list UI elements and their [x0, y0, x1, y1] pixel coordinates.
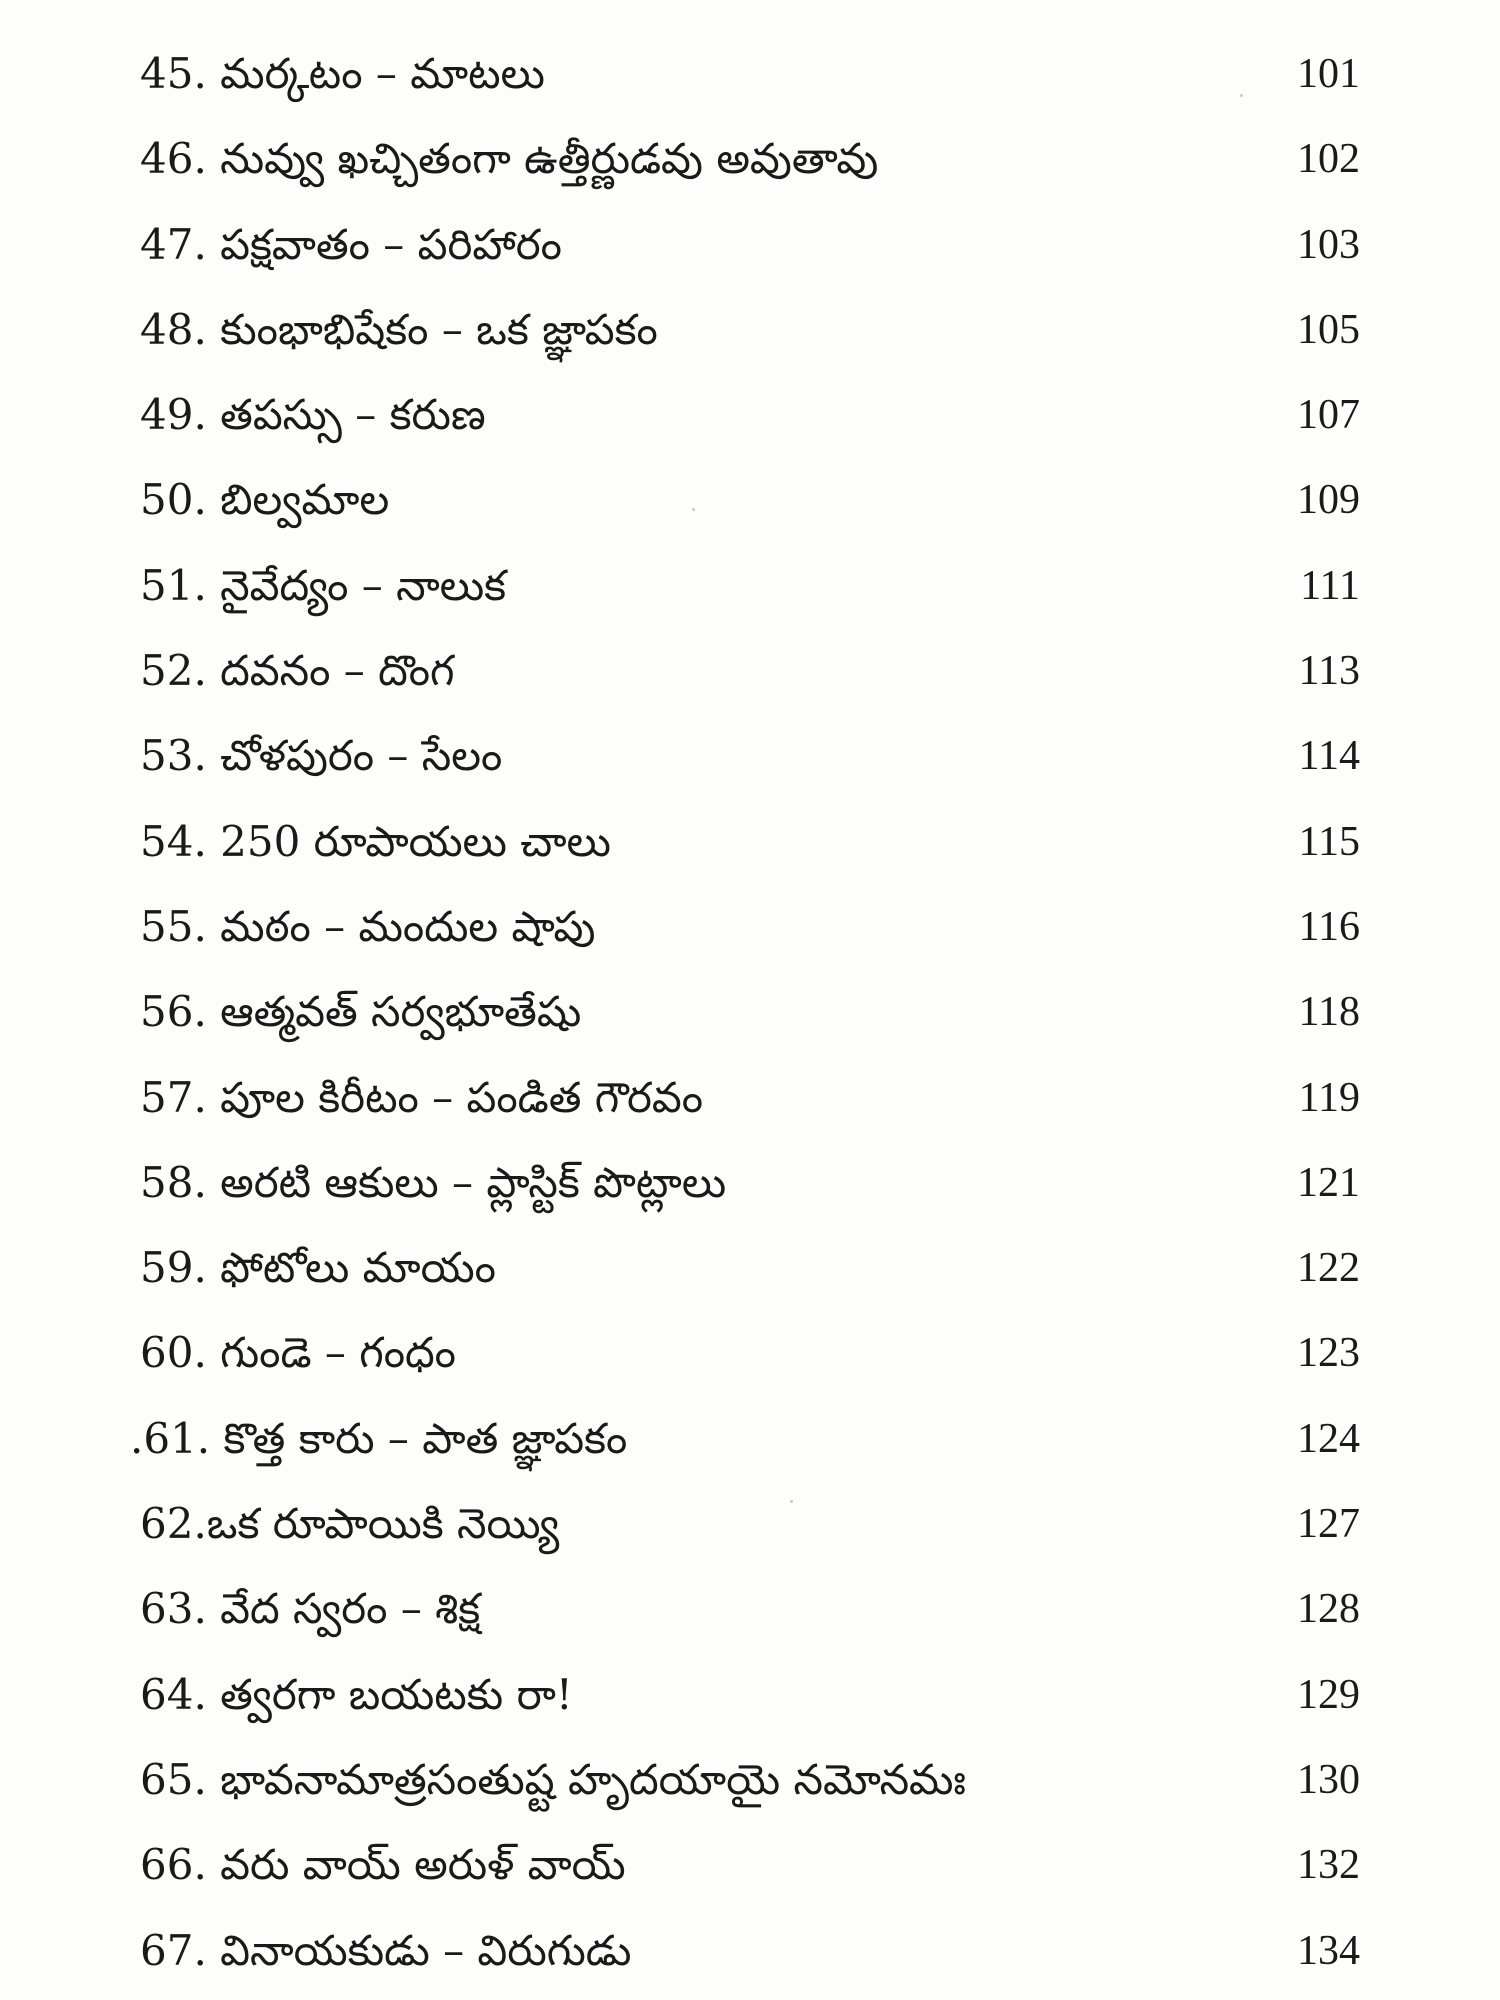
toc-entry [0, 38, 1500, 123]
entry-title: 60. గుండె – గంధం [140, 1328, 456, 1378]
toc-entry [0, 550, 1500, 635]
toc-entry [0, 635, 1500, 720]
toc-entry [0, 976, 1500, 1061]
entry-page-number: 132 [1297, 1842, 1360, 1889]
toc-entry [0, 806, 1500, 891]
entry-page-number: 121 [1297, 1159, 1360, 1206]
toc-entry [0, 1488, 1500, 1573]
entry-page-number: 130 [1297, 1756, 1360, 1803]
entry-page-number: 124 [1297, 1415, 1360, 1462]
entry-page-number: 127 [1297, 1501, 1360, 1548]
entry-title: 47. పక్షవాతం – పరిహారం [140, 219, 562, 269]
toc-entry [0, 891, 1500, 976]
entry-title: 45. మర్కటం – మాటలు [140, 49, 545, 98]
toc-entry [0, 720, 1500, 805]
entry-page-number: 119 [1298, 1074, 1360, 1121]
entry-page-number: 134 [1297, 1927, 1360, 1974]
entry-title: 53. చోళపురం – సేలం [140, 731, 503, 781]
entry-page-number: 114 [1298, 733, 1360, 780]
entry-title: 59. ఫోటోలు మాయం [140, 1243, 496, 1293]
entry-title: 66. వరు వాయ్ అరుళ్ వాయ్ [140, 1840, 626, 1890]
entry-title: 48. కుంభాభిషేకం – ఒక జ్ఞాపకం [140, 304, 658, 354]
paper-speck [1240, 94, 1243, 97]
entry-title: 50. బిల్వమాల [140, 475, 390, 525]
entry-page-number: 129 [1297, 1671, 1360, 1718]
entry-title: 67. వినాయకుడు – విరుగుడు [140, 1925, 632, 1975]
entry-title: 62.ఒక రూపాయికి నెయ్యి [140, 1499, 560, 1549]
entry-title: 56. ఆత్మవత్ సర్వభూతేషు [140, 987, 582, 1037]
toc-entry [0, 1829, 1500, 1914]
table-of-contents [0, 38, 1500, 2000]
entry-page-number: 113 [1298, 648, 1360, 695]
toc-entry [0, 1147, 1500, 1232]
entry-page-number: 103 [1297, 221, 1360, 268]
entry-page-number: 109 [1297, 477, 1360, 524]
entry-page-number: 111 [1300, 562, 1360, 609]
entry-page-number: 107 [1297, 392, 1360, 439]
toc-entry [0, 1659, 1500, 1744]
entry-title: 46. నువ్వు ఖచ్చితంగా ఉత్తీర్ణుడవు అవుతావు [140, 134, 879, 184]
toc-entry [0, 123, 1500, 208]
entry-title: 63. వేద స్వరం – శిక్ష [140, 1584, 481, 1634]
entry-page-number: 128 [1297, 1586, 1360, 1633]
entry-title: 58. అరటి ఆకులు – ప్లాస్టిక్ పొట్లాలు [140, 1157, 727, 1207]
toc-entry [0, 1573, 1500, 1658]
toc-entry [0, 1232, 1500, 1317]
entry-title: 64. త్వరగా బయటకు రా! [140, 1669, 573, 1719]
entry-page-number: 102 [1297, 136, 1360, 183]
toc-entry [0, 1062, 1500, 1147]
paper-speck [692, 508, 695, 511]
toc-entry [0, 1403, 1500, 1488]
entry-page-number: 105 [1297, 306, 1360, 353]
entry-title: 54. 250 రూపాయలు చాలు [140, 816, 611, 866]
toc-entry [0, 464, 1500, 549]
toc-entry [0, 209, 1500, 294]
entry-page-number: 116 [1298, 903, 1360, 950]
entry-title: .61. కొత్త కారు – పాత జ్ఞాపకం [130, 1413, 628, 1463]
entry-title: 49. తపస్సు – కరుణ [140, 390, 486, 440]
entry-page-number: 122 [1297, 1245, 1360, 1292]
paper-speck [790, 1500, 793, 1503]
entry-page-number: 115 [1298, 818, 1360, 865]
toc-entry [0, 294, 1500, 379]
toc-entry [0, 1317, 1500, 1402]
entry-title: 57. పూల కిరీటం – పండిత గౌరవం [140, 1072, 704, 1122]
entry-title: 52. దవనం – దొంగ [140, 646, 455, 696]
entry-title: 51. నైవేద్యం – నాలుక [140, 560, 507, 610]
toc-entry [0, 1915, 1500, 2000]
toc-entry [0, 1744, 1500, 1829]
toc-entry [0, 379, 1500, 464]
entry-title: 55. మఠం – మందుల షాపు [140, 901, 596, 951]
entry-page-number: 101 [1297, 51, 1360, 97]
entry-title: 65. భావనామాత్రసంతుష్ట హృదయాయై నమోనమః [140, 1754, 966, 1804]
entry-page-number: 118 [1298, 989, 1360, 1036]
entry-page-number: 123 [1297, 1330, 1360, 1377]
